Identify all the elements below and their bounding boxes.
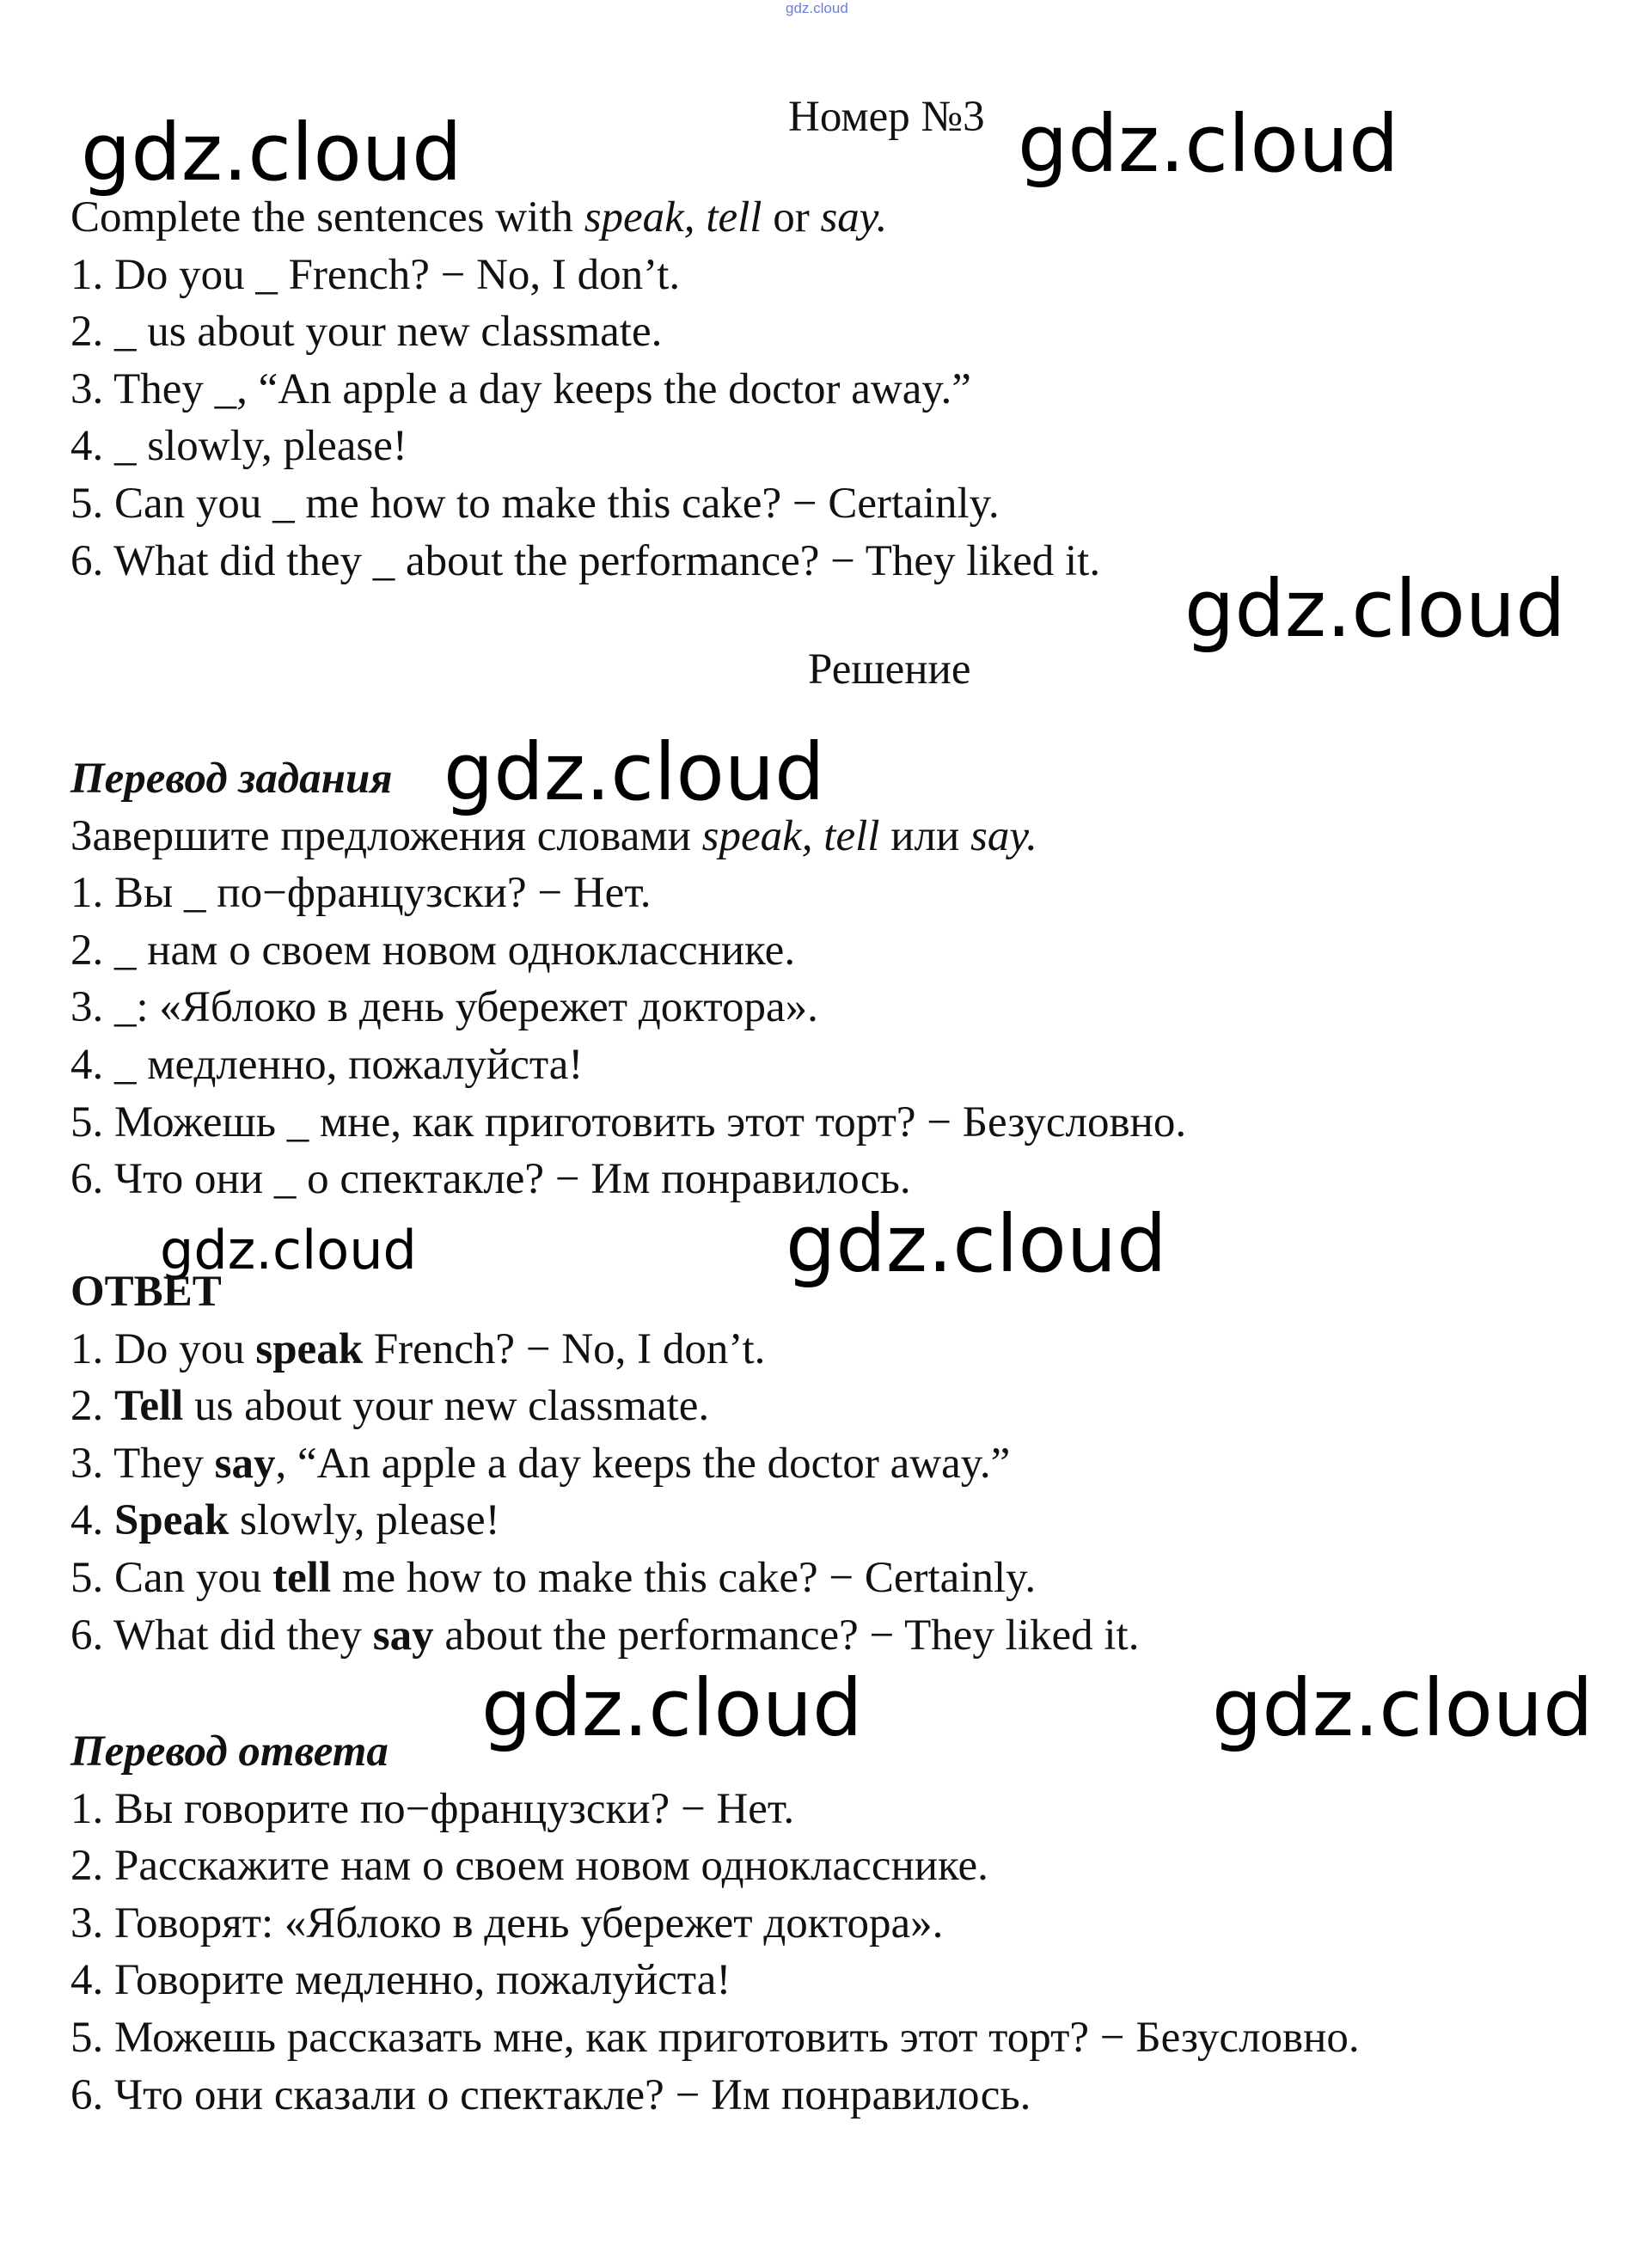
answer-text: 4. bbox=[70, 1496, 114, 1545]
answer-translation-heading: Перевод ответа bbox=[70, 1727, 389, 1776]
answer-translation-item: 4. Говорите медленно, пожалуйста! bbox=[70, 1956, 731, 2005]
task-instruction bbox=[70, 189, 1635, 247]
watermark: gdz.cloud bbox=[160, 1219, 417, 1281]
task-translation-instruction bbox=[70, 808, 1635, 865]
answer-translation-section bbox=[70, 1723, 1635, 2124]
answer-section bbox=[70, 1263, 1635, 1664]
instruction-word-tell: tell bbox=[823, 811, 880, 860]
answer-item bbox=[70, 1607, 1635, 1665]
watermark: gdz.cloud bbox=[81, 107, 462, 199]
instruction-word-say: say. bbox=[820, 193, 888, 242]
task-translation-item: 2. _ нам о своем новом однокласснике. bbox=[70, 926, 796, 975]
answer-word: speak bbox=[255, 1324, 364, 1373]
answer-text: about the performance? − They liked it. bbox=[433, 1611, 1140, 1660]
instruction-word-speak: speak, bbox=[701, 811, 813, 860]
answer-word: say bbox=[214, 1439, 276, 1488]
instruction-word-speak: speak, bbox=[584, 193, 695, 242]
answer-translation-item: 1. Вы говорите по−французски? − Нет. bbox=[70, 1784, 795, 1833]
solution-label: Решение bbox=[808, 645, 971, 694]
instruction-word-say: say. bbox=[970, 811, 1037, 860]
instruction-text bbox=[813, 812, 824, 860]
task-translation-item: 3. _: «Яблоко в день убережет доктора». bbox=[70, 983, 818, 1032]
answer-translation-item: 2. Расскажите нам о своем новом однокласснике. bbox=[70, 1842, 988, 1891]
instruction-text: Завершите предложения словами bbox=[70, 811, 702, 860]
task-item: 6. What did they _ about the performance? − They liked it. bbox=[70, 536, 1101, 585]
page-title: Номер №3 bbox=[788, 93, 985, 141]
watermark: gdz.cloud bbox=[1212, 1662, 1594, 1754]
task-item: 3. They _, “An apple a day keeps the doctor away.” bbox=[70, 364, 971, 413]
answer-word: say bbox=[372, 1611, 434, 1660]
answer-word: Tell bbox=[114, 1382, 184, 1431]
task-item: 1. Do you _ French? − No, I don’t. bbox=[70, 250, 681, 299]
answer-item bbox=[70, 1435, 1635, 1493]
task-translation-heading: Перевод задания bbox=[70, 755, 393, 803]
task-section bbox=[70, 189, 1635, 590]
instruction-text: Complete the sentences with bbox=[70, 193, 584, 242]
answer-text: 3. They bbox=[70, 1439, 215, 1488]
answer-text: French? − No, I don’t. bbox=[363, 1324, 766, 1373]
answer-word: tell bbox=[272, 1553, 332, 1602]
answer-item bbox=[70, 1378, 1635, 1435]
instruction-word-tell: tell bbox=[706, 193, 762, 242]
answer-text: slowly, please! bbox=[229, 1496, 500, 1545]
answer-text: 6. What did they bbox=[70, 1611, 373, 1660]
task-translation-item: 1. Вы _ по−французски? − Нет. bbox=[70, 869, 652, 918]
answer-word: Speak bbox=[114, 1496, 229, 1545]
answer-heading: ОТВЕТ bbox=[70, 1268, 222, 1316]
answer-translation-item: 6. Что они сказали о спектакле? − Им понравилось. bbox=[70, 2070, 1031, 2119]
task-item: 4. _ slowly, please! bbox=[70, 422, 407, 471]
answer-text: us about your new classmate. bbox=[183, 1382, 710, 1431]
answer-item bbox=[70, 1550, 1635, 1607]
watermark: gdz.cloud bbox=[481, 1662, 863, 1754]
watermark: gdz.cloud bbox=[786, 1198, 1167, 1290]
answer-text: 1. Do you bbox=[70, 1324, 256, 1373]
task-translation-item: 4. _ медленно, пожалуйста! bbox=[70, 1040, 584, 1089]
task-translation-item: 5. Можешь _ мне, как приготовить этот торт? − Безусловно. bbox=[70, 1098, 1187, 1146]
answer-item bbox=[70, 1321, 1635, 1379]
answer-translation-item: 3. Говорят: «Яблоко в день убережет доктора». bbox=[70, 1899, 944, 1947]
answer-translation-item: 5. Можешь рассказать мне, как приготовить этот торт? − Безусловно. bbox=[70, 2013, 1360, 2062]
instruction-text bbox=[695, 193, 707, 242]
top-site-mark: gdz.cloud bbox=[786, 0, 848, 16]
watermark: gdz.cloud bbox=[444, 726, 825, 818]
task-item: 2. _ us about your new classmate. bbox=[70, 308, 663, 357]
task-item: 5. Can you _ me how to make this cake? − Certainly. bbox=[70, 479, 1000, 528]
task-translation-item: 6. Что они _ о спектакле? − Им понравилось. bbox=[70, 1155, 911, 1204]
answer-text: 2. bbox=[70, 1382, 114, 1431]
task-translation-section bbox=[70, 750, 1635, 1208]
instruction-text: или bbox=[879, 811, 970, 860]
answer-text: , “An apple a day keeps the doctor away.” bbox=[275, 1439, 1011, 1488]
instruction-text: or bbox=[762, 193, 821, 242]
answer-item bbox=[70, 1492, 1635, 1550]
watermark: gdz.cloud bbox=[1184, 563, 1566, 655]
watermark: gdz.cloud bbox=[1018, 98, 1399, 190]
answer-text: me how to make this cake? − Certainly. bbox=[331, 1553, 1037, 1602]
answer-text: 5. Can you bbox=[70, 1553, 273, 1602]
